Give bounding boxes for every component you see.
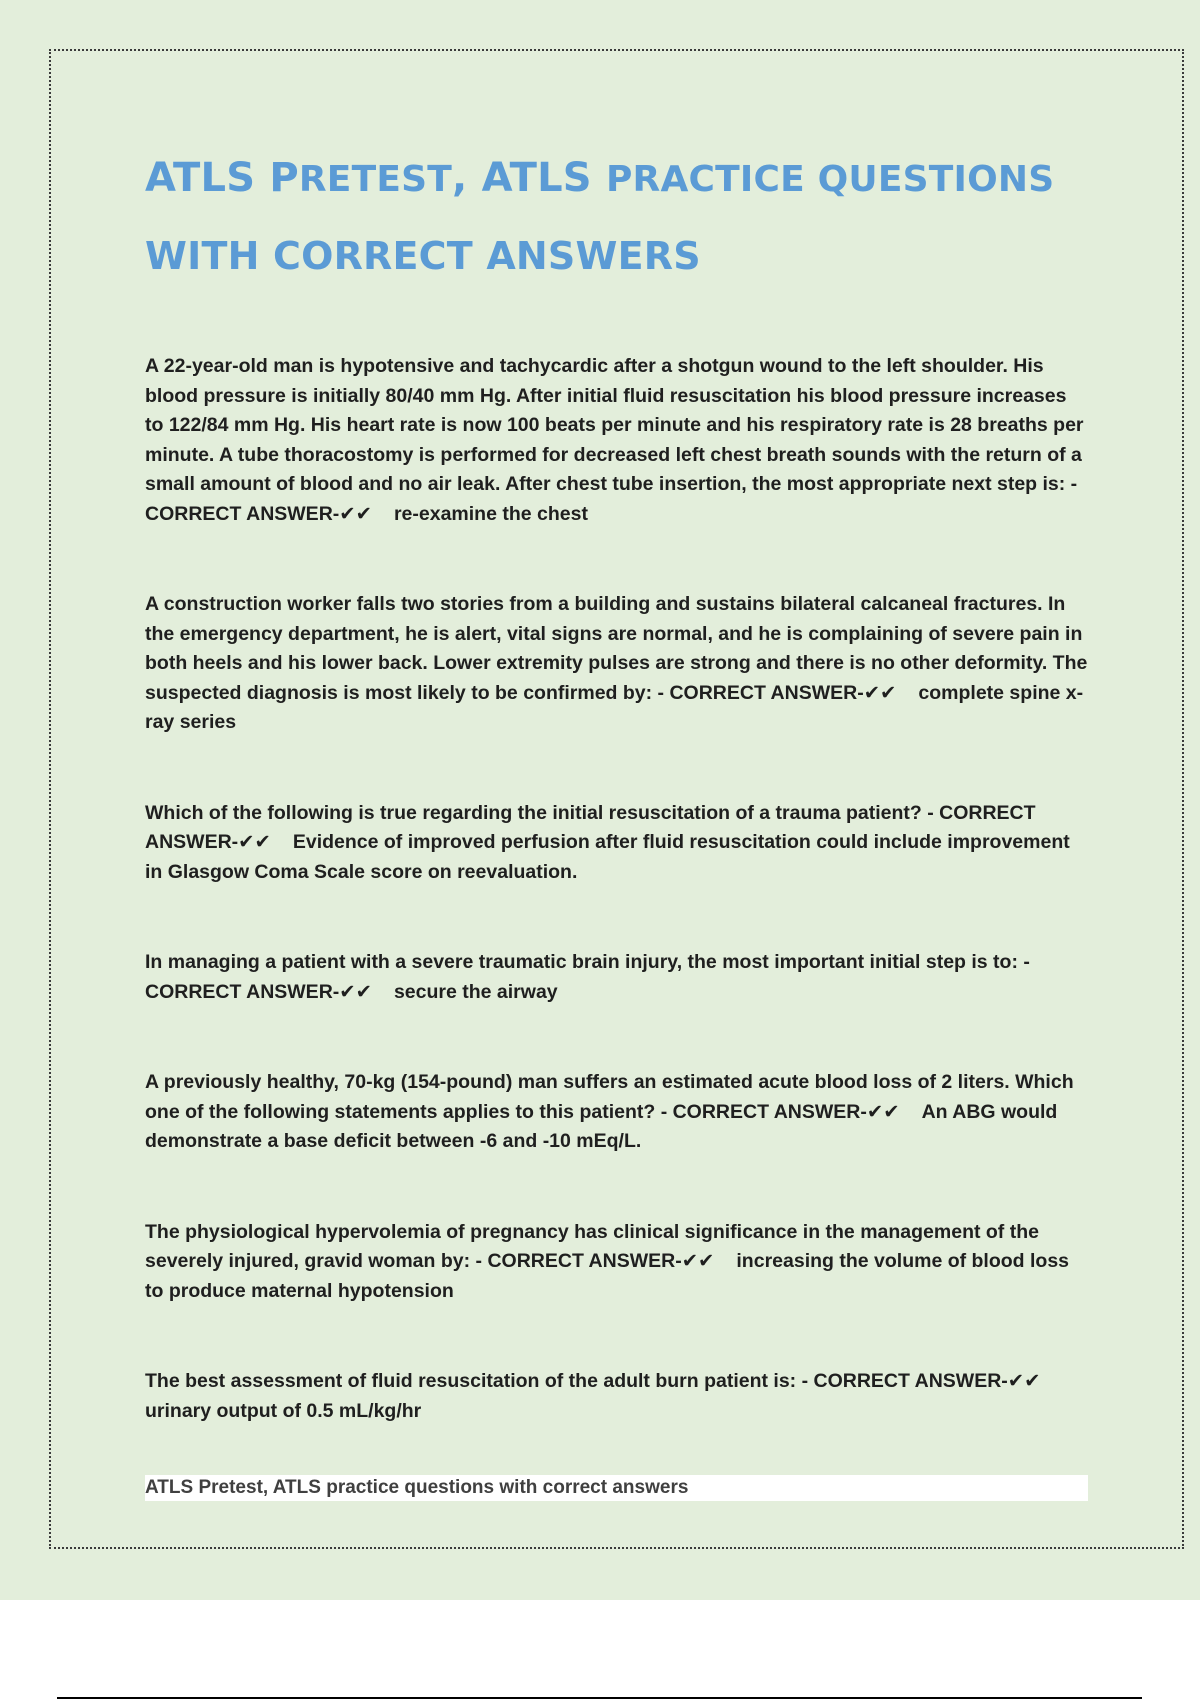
question-item [145, 352, 1090, 529]
bottom-rule [57, 1697, 1142, 1699]
answer-text: Evidence of improved perfusion after fluid resuscitation could include improvement in Glasgow Coma Scale score on reevaluation. [145, 831, 1070, 883]
title-segment: ATLS P [145, 155, 299, 201]
title-line-2: WITH CORRECT ANSWERS [145, 234, 701, 278]
question-item [145, 590, 1090, 738]
footer-bar [145, 1475, 1088, 1501]
question-item [145, 948, 1090, 1007]
question-item [145, 1068, 1090, 1157]
answer-text: An ABG would demonstrate a base deficit between -6 and -10 mEq/L. [145, 1100, 1058, 1152]
question-item [145, 799, 1090, 888]
question-text: A construction worker falls two stories from a building and sustains bilateral calcaneal fractures. In the emergency department, he is alert, vital signs are normal, and he is complaining of severe pain in both heels and his lower back. Lower extremity pulses are strong and there is no other deformity. The suspected diagnosis is most likely to be confirmed by: - CORRECT ANSWER-✔✔ [145, 593, 1088, 704]
answer-text: increasing the volume of blood loss to produce maternal hypotension [145, 1250, 1070, 1302]
title-segment: PRACTICE QUESTIONS [605, 159, 1055, 200]
question-text: A 22-year-old man is hypotensive and tachycardic after a shotgun wound to the left shoulder. His blood pressure is initially 80/40 mm Hg. After initial fluid resuscitation his blood pressure increases to 122/84 mm Hg. His heart rate is now 100 beats per minute and his respiratory rate is 28 breaths per minute. A tube thoracostomy is performed for decreased left chest breath sounds with the return of a small amount of blood and no air leak. After chest tube insertion, the most appropriate next step is: - CORRECT ANSWER-✔✔ [145, 355, 1084, 525]
question-item [145, 1367, 1090, 1426]
question-item [145, 1218, 1090, 1307]
answer-text: re-examine the chest [393, 502, 588, 525]
title-segment: , ATLS [452, 155, 606, 201]
question-text: The best assessment of fluid resuscitation of the adult burn patient is: - CORRECT ANSWER-✔✔ [145, 1370, 1041, 1392]
question-text: The physiological hypervolemia of pregnancy has clinical significance in the management of the severely injured, gravid woman by: - CORRECT ANSWER-✔✔ [145, 1220, 1039, 1272]
question-text: A previously healthy, 70-kg (154-pound) man suffers an estimated acute blood loss of 2 liters. Which one of the following statements applies to this patient? - CORRECT ANSWER-✔✔ [145, 1071, 1074, 1123]
answer-text: complete spine x-ray series [145, 681, 1084, 733]
title-segment: RETEST [298, 159, 453, 200]
answer-text: urinary output of 0.5 mL/kg/hr [145, 1399, 422, 1422]
question-text: Which of the following is true regarding the initial resuscitation of a trauma patient? - CORRECT ANSWER-✔✔ [145, 801, 1036, 853]
answer-text: secure the airway [393, 980, 558, 1003]
question-text: In managing a patient with a severe traumatic brain injury, the most important initial step is to: - CORRECT ANSWER-✔✔ [145, 951, 1030, 1003]
question-list [145, 352, 1090, 1426]
document-title [145, 140, 1105, 294]
footer-text: ATLS Pretest, ATLS practice questions with correct answers [145, 1477, 689, 1498]
title-line-1 [145, 155, 1054, 201]
